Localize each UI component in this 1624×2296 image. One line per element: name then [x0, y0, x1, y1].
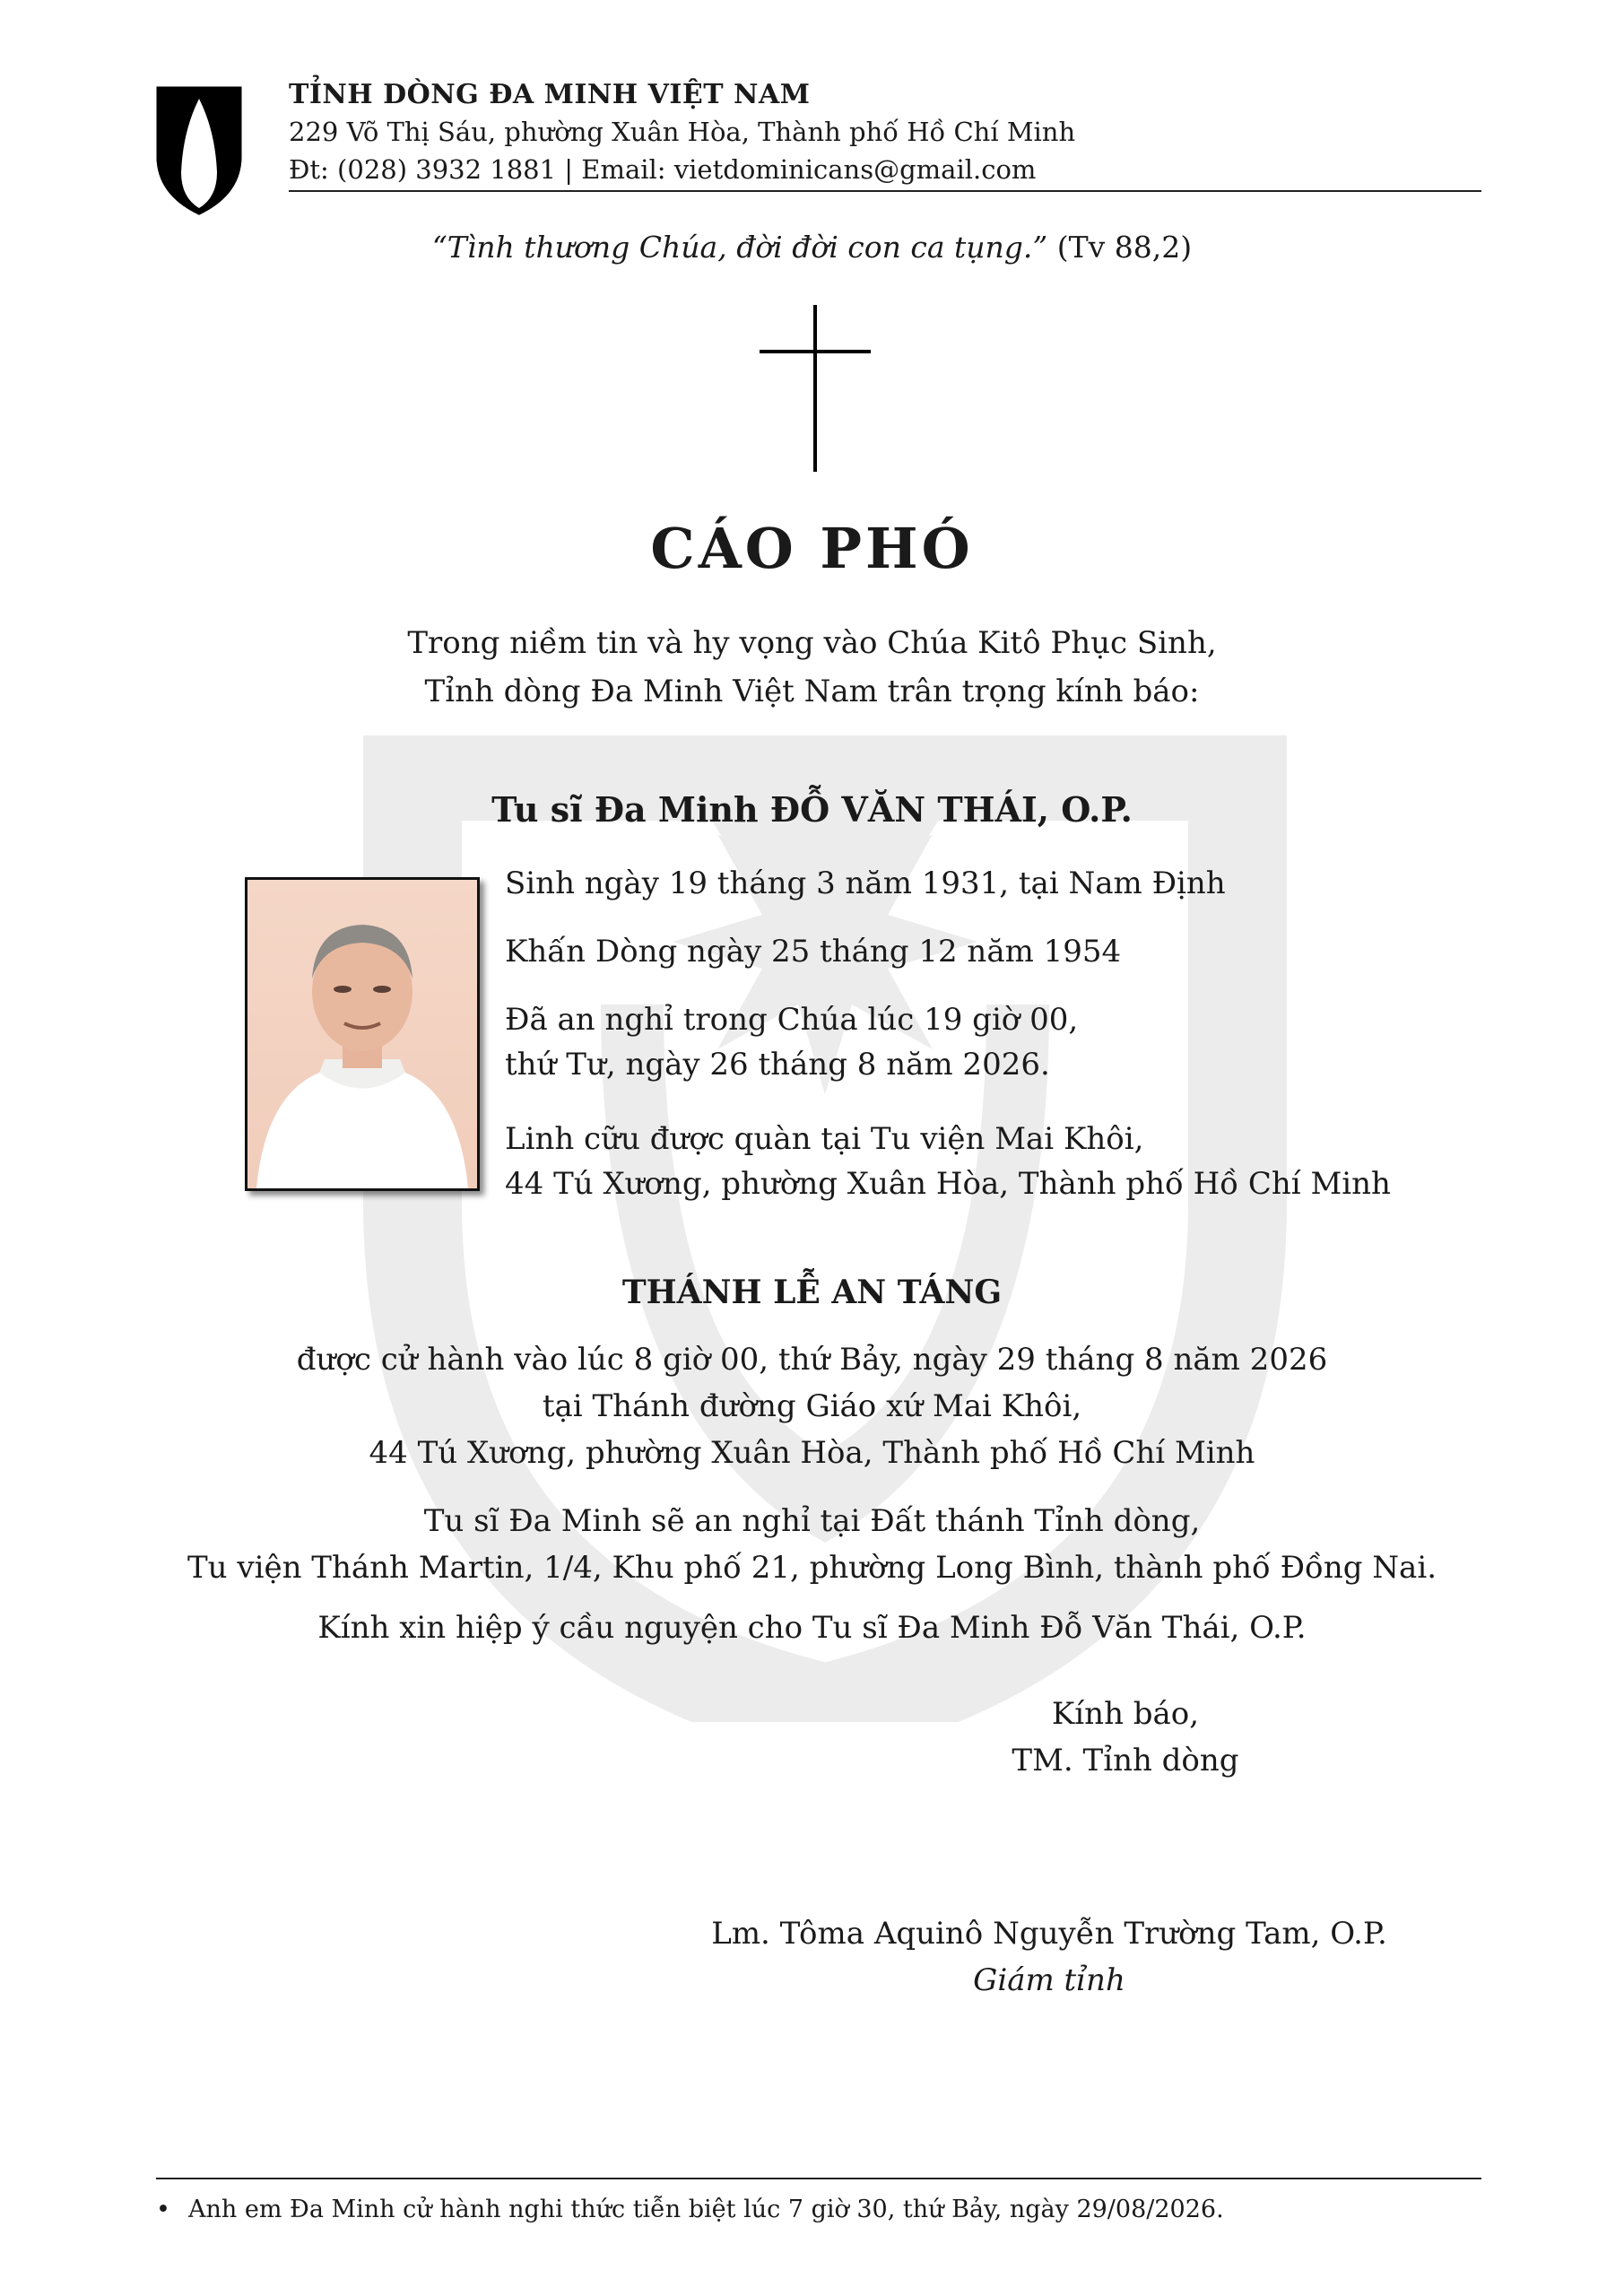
wake-info — [505, 1117, 1391, 1206]
mass-line-1: được cử hành vào lúc 8 giờ 00, thứ Bảy, ngày 29 tháng 8 năm 2026 — [296, 1342, 1328, 1378]
footnote-text: Anh em Đa Minh cử hành nghi thức tiễn biệt lúc 7 giờ 30, thứ Bảy, ngày 29/08/2026. — [188, 2196, 1224, 2223]
mass-line-3: 44 Tú Xương, phường Xuân Hòa, Thành phố Hồ Chí Minh — [369, 1435, 1255, 1471]
page-title: CÁO PHÓ — [650, 516, 974, 581]
org-address: 229 Võ Thị Sáu, phường Xuân Hòa, Thành phố Hồ Chí Minh — [289, 117, 1076, 147]
closing — [901, 1691, 1350, 1784]
death-info — [505, 997, 1078, 1087]
bullet-icon: • — [156, 2196, 170, 2223]
signatory-name: Lm. Tôma Aquinô Nguyễn Trường Tam, O.P. — [711, 1916, 1387, 1952]
birth-info: Sinh ngày 19 tháng 3 năm 1931, tại Nam Định — [505, 865, 1226, 901]
org-name: TỈNH DÒNG ĐA MINH VIỆT NAM — [289, 79, 811, 110]
wake-line-2: 44 Tú Xương, phường Xuân Hòa, Thành phố Hồ Chí Minh — [505, 1166, 1391, 1202]
deceased-name: Tu sĩ Đa Minh ĐỖ VĂN THÁI, O.P. — [491, 789, 1133, 830]
mass-line-2: tại Thánh đường Giáo xứ Mai Khôi, — [542, 1388, 1082, 1424]
portrait-figure — [248, 880, 477, 1188]
footnote — [156, 2196, 1224, 2223]
burial-line-2: Tu viện Thánh Martin, 1/4, Khu phố 21, phường Long Bình, thành phố Đồng Nai. — [187, 1550, 1437, 1586]
intro-line-1: Trong niềm tin và hy vọng vào Chúa Kitô Phục Sinh, — [407, 625, 1217, 661]
wake-line-1: Linh cữu được quàn tại Tu viện Mai Khôi, — [505, 1121, 1144, 1157]
header-divider — [289, 190, 1481, 192]
signature-block — [673, 1910, 1426, 2004]
burial-details — [0, 1498, 1624, 1591]
org-contact: Đt: (028) 3932 1881 | Email: vietdominicans@gmail.com — [289, 154, 1037, 185]
burial-line-1: Tu sĩ Đa Minh sẽ an nghỉ tại Đất thánh Tỉnh dòng, — [423, 1503, 1201, 1539]
death-line-2: thứ Tư, ngày 26 tháng 8 năm 2026. — [505, 1047, 1050, 1083]
vows-info: Khấn Dòng ngày 25 tháng 12 năm 1954 — [505, 934, 1122, 970]
intro-text — [0, 619, 1624, 716]
quote-text: “Tình thương Chúa, đời đời con ca tụng.” — [431, 230, 1048, 265]
funeral-mass-title: THÁNH LỄ AN TÁNG — [621, 1274, 1003, 1311]
quote-reference: (Tv 88,2) — [1056, 230, 1193, 265]
intro-line-2: Tỉnh dòng Đa Minh Việt Nam trân trọng kính báo: — [424, 674, 1200, 709]
prayer-request: Kính xin hiệp ý cầu nguyện cho Tu sĩ Đa Minh Đỗ Văn Thái, O.P. — [317, 1610, 1307, 1646]
scripture-quote — [0, 230, 1624, 265]
deceased-portrait — [245, 877, 480, 1191]
funeral-mass-details — [0, 1336, 1624, 1476]
closing-line-2: TM. Tỉnh dòng — [1012, 1743, 1239, 1779]
footer-divider — [156, 2178, 1481, 2179]
death-line-1: Đã an nghỉ trong Chúa lúc 19 giờ 00, — [505, 1002, 1079, 1038]
closing-line-1: Kính báo, — [1051, 1696, 1200, 1732]
signatory-role: Giám tỉnh — [973, 1962, 1125, 1998]
dominican-shield-icon — [156, 86, 242, 215]
cross-icon — [760, 305, 871, 472]
